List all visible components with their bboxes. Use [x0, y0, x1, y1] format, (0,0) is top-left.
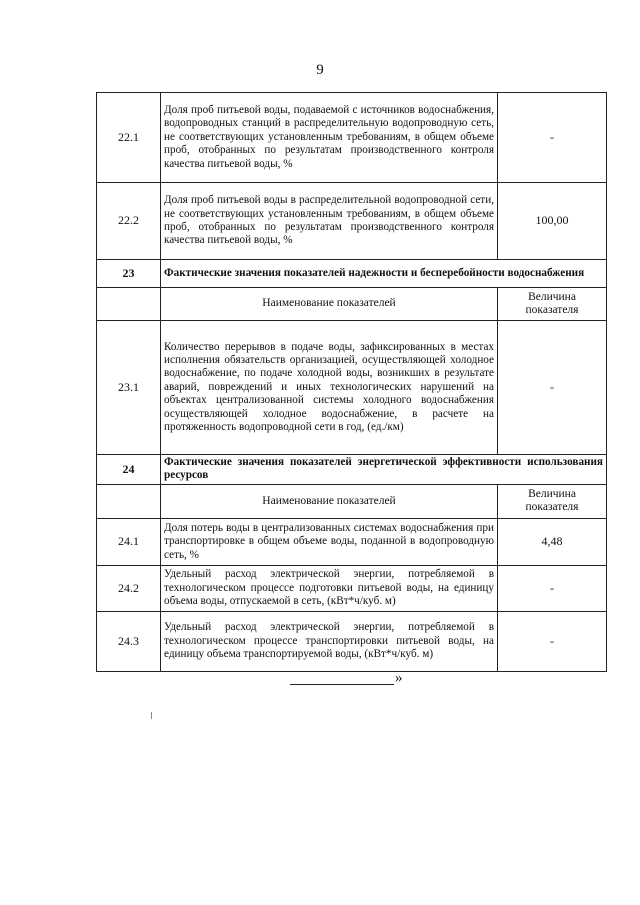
- header-indicator-name: Наименование показателей: [161, 484, 498, 518]
- table-row: [97, 183, 607, 260]
- scan-artifact-mark: [151, 712, 152, 719]
- indicator-description: Доля проб питьевой воды в распределительной водопроводной сети, не соответствующих установленным требованиям, в общем объеме проб, отобранных по результатам производственного контроля качества питьевой воды, %: [161, 183, 498, 260]
- column-header-row: [97, 484, 607, 518]
- header-indicator-value: Величина показателя: [498, 484, 607, 518]
- indicator-description: Доля потерь воды в централизованных системах водоснабжения при транспортировке в общем объеме воды, поданной в водопроводную сеть, %: [161, 518, 498, 565]
- header-indicator-name: Наименование показателей: [161, 288, 498, 321]
- signature-blank-line: [290, 684, 394, 685]
- row-number: 24.3: [97, 611, 161, 671]
- closing-quote-mark: »: [395, 670, 403, 686]
- section-row: [97, 455, 607, 485]
- indicator-value: -: [498, 93, 607, 183]
- row-number: 24.1: [97, 518, 161, 565]
- section-number: 24: [97, 455, 161, 485]
- section-title: Фактические значения показателей надежности и бесперебойности водоснабжения: [161, 260, 607, 288]
- table-row: [97, 321, 607, 455]
- header-indicator-value: Величина показателя: [498, 288, 607, 321]
- indicator-description: Удельный расход электрической энергии, потребляемой в технологическом процессе подготовки питьевой воды, на единицу объема воды, отпускаемой в сеть, (кВт*ч/куб. м): [161, 565, 498, 611]
- indicator-value: -: [498, 321, 607, 455]
- indicators-table: [96, 92, 607, 672]
- section-number: 23: [97, 260, 161, 288]
- header-blank-cell: [97, 484, 161, 518]
- table-row: [97, 518, 607, 565]
- row-number: 24.2: [97, 565, 161, 611]
- row-number: 22.2: [97, 183, 161, 260]
- row-number: 22.1: [97, 93, 161, 183]
- page-number: 9: [316, 62, 324, 78]
- indicator-value: -: [498, 611, 607, 671]
- indicator-description: Доля проб питьевой воды, подаваемой с источников водоснабжения, водопроводных станций в распределительную водопроводную сеть, не соответствующих установленным требованиям, в общем объеме проб, отобранных по результатам производственного контроля качества питьевой воды, %: [161, 93, 498, 183]
- table-row: [97, 565, 607, 611]
- table-row: [97, 611, 607, 671]
- section-row: [97, 260, 607, 288]
- section-title: Фактические значения показателей энергетической эффективности использования ресурсов: [161, 455, 607, 485]
- header-blank-cell: [97, 288, 161, 321]
- indicator-description: Количество перерывов в подаче воды, зафиксированных в местах исполнения обязательств организацией, осуществляющей холодное водоснабжение, по подаче холодной воды, возникших в результате аварий, повреждений и иных технологических нарушений на объектах централизованной системы холодного водоснабжения осуществляющей холодное водоснабжение, в расчете на протяженность водопроводной сети в год, (ед./км): [161, 321, 498, 455]
- indicator-value: 4,48: [498, 518, 607, 565]
- indicator-value: 100,00: [498, 183, 607, 260]
- row-number: 23.1: [97, 321, 161, 455]
- column-header-row: [97, 288, 607, 321]
- indicator-value: -: [498, 565, 607, 611]
- indicator-description: Удельный расход электрической энергии, потребляемой в технологическом процессе транспортировки питьевой воды, на единицу объема транспортируемой воды, (кВт*ч/куб. м): [161, 611, 498, 671]
- table-row: [97, 93, 607, 183]
